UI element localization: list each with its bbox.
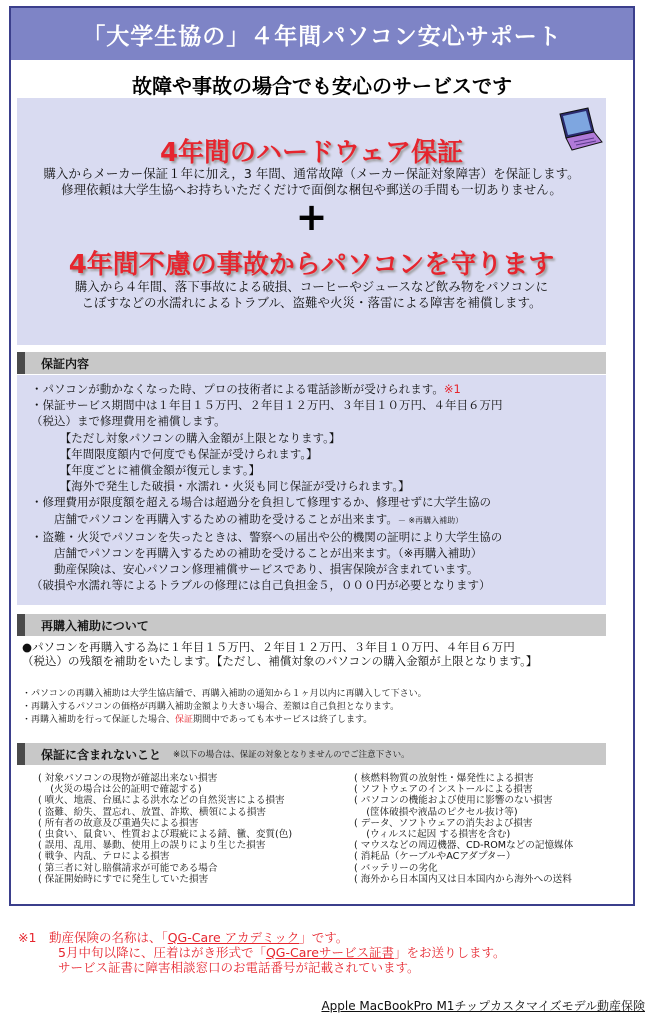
heading-marker bbox=[17, 352, 25, 374]
coverage-heading: 保証内容 bbox=[17, 352, 606, 374]
hardware-warranty-title: 4年間のハードウェア保証 bbox=[159, 138, 464, 168]
page-subtitle: 故障や事故の場合でも安心のサービスです bbox=[132, 74, 512, 98]
rebuy-description: ●パソコンを再購入する為に１年目１５万円、２年目１２万円、３年目１０万円、４年目６万円 （税込）の残額を補助をいたします。【ただし、補償対象のパソコンの購入金額が上限となります。】 bbox=[22, 640, 538, 668]
accident-protection-description: 購入から４年間、落下事故による破損、コーヒーやジュースなど飲み物をパソコンに こぼすなどの水濡れによるトラブル、盗難や火災・落雷による障害を補償します。 bbox=[74, 279, 549, 310]
hardware-warranty-description: 購入からメーカー保証１年に加え，3 年間、通常故障（メーカー保証対象障害）を保証します。 修理依頼は大学生協へお持ちいただくだけで面倒な梱包や郵送の手間も一切ありません。 bbox=[43, 166, 580, 197]
plus-sign: + bbox=[295, 195, 328, 239]
exclusions-heading: 保証に含まれないこと ※以下の場合は、保証の対象となりませんのでご注意下さい。 bbox=[17, 743, 606, 765]
rebuy-heading: 再購入補助について bbox=[17, 614, 606, 636]
coverage-panel bbox=[17, 375, 606, 605]
coverage-list: ・パソコンが動かなくなった時、プロの技術者による電話診断が受けられます。※1 ・保証サービス期間中は１年目１５万円、２年目１２万円、３年目１０万円、４年目６万円 （税込）まで修理費用を補償します。 【ただし対象パソコンの購入金額が上限となります。】 【年間限度額内で何度でも保証が受けられます。】 【年度ごとに補償金額が復元します。】 【海外で発生した破損・水濡れ・火災も同じ保証が受けられます。】 ・修理費用が限度額を超える場合は超過分を負担して修理するか、修理せずに大学生協の 店舗でパソコンを再購入するための補助を受けることが出来ます。－ ※再購入補助） ・盗難・火災でパソコンを失ったときは、警察への届出や公的機関の証明により大学生協の 店舗でパソコンを再購入するための補助を受けることが出来ます。（※再購入補助） 動産保険は、安心パソコン修理補償サービスであり、損害保険が含まれています。 （破損や水濡れ等によるトラブルの修理には自己負担金５，０００円が必要となります） bbox=[31, 382, 503, 593]
footnote: ※1 動産保険の名称は、「QG-Care アカデミック」です。 5月中旬以降に、圧着はがき形式で「QG-Careサービス証書」をお送りします。 サービス証書に障害相談窓口のお電話番号が記載されています。 bbox=[18, 930, 506, 975]
exclusions-list-right: ( 核燃料物質の放射性・爆発性による損害 ( ソフトウェアのインストールによる損害 ( パソコンの機能および使用に影響のない損害 (筐体破損や液晶のピクセル抜け等) ( データ、ソフトウェアの消失および損害 (ウィルスに起因 する損害を含む) ( マウスなどの周辺機器、CD-ROMなどの記憶媒体 ( 消耗品（ケーブルやACアダプター） ( バッテリーの劣化 ( 海外から日本国内又は日本国内から海外への送料 bbox=[354, 773, 574, 885]
page-title: 「大学生協の」４年間パソコン安心サポート bbox=[11, 8, 633, 60]
promo-panel bbox=[17, 98, 606, 345]
exclusions-list-left: ( 対象パソコンの現物が確認出来ない損害 (火災の場合は公的証明で確認する) ( 噴火、地震、台風による洪水などの自然災害による損害 ( 盗難、紛失、置忘れ、放置、詐欺、横領による損害 ( 所有者の故意及び重過失による損害 ( 虫食い、鼠食い、性質および瑕疵による錆、黴、変質(色) ( 誤用、乱用、暴動、使用上の誤りにより生じた損害 ( 戦争、内乱、テロによる損害 ( 第三者に対し賠償請求が可能である場合 ( 保証開始時にすでに発生していた損害 bbox=[38, 773, 293, 885]
rebuy-notes: ・パソコンの再購入補助は大学生協店舗で、再購入補助の通知から１ヶ月以内に再購入して下さい。 ・再購入するパソコンの価格が再購入補助金額より大きい場合、差額は自己負担となります。 ・再購入補助を行って保証した場合、保証期間中であっても本サービスは終了します。 bbox=[22, 689, 427, 725]
heading-marker bbox=[17, 743, 25, 765]
accident-protection-title: 4年間不慮の事故からパソコンを守ります bbox=[68, 250, 555, 280]
heading-marker bbox=[17, 614, 25, 636]
product-name: Apple MacBookPro M1チップカスタマイズモデル動産保険 bbox=[321, 999, 645, 1013]
